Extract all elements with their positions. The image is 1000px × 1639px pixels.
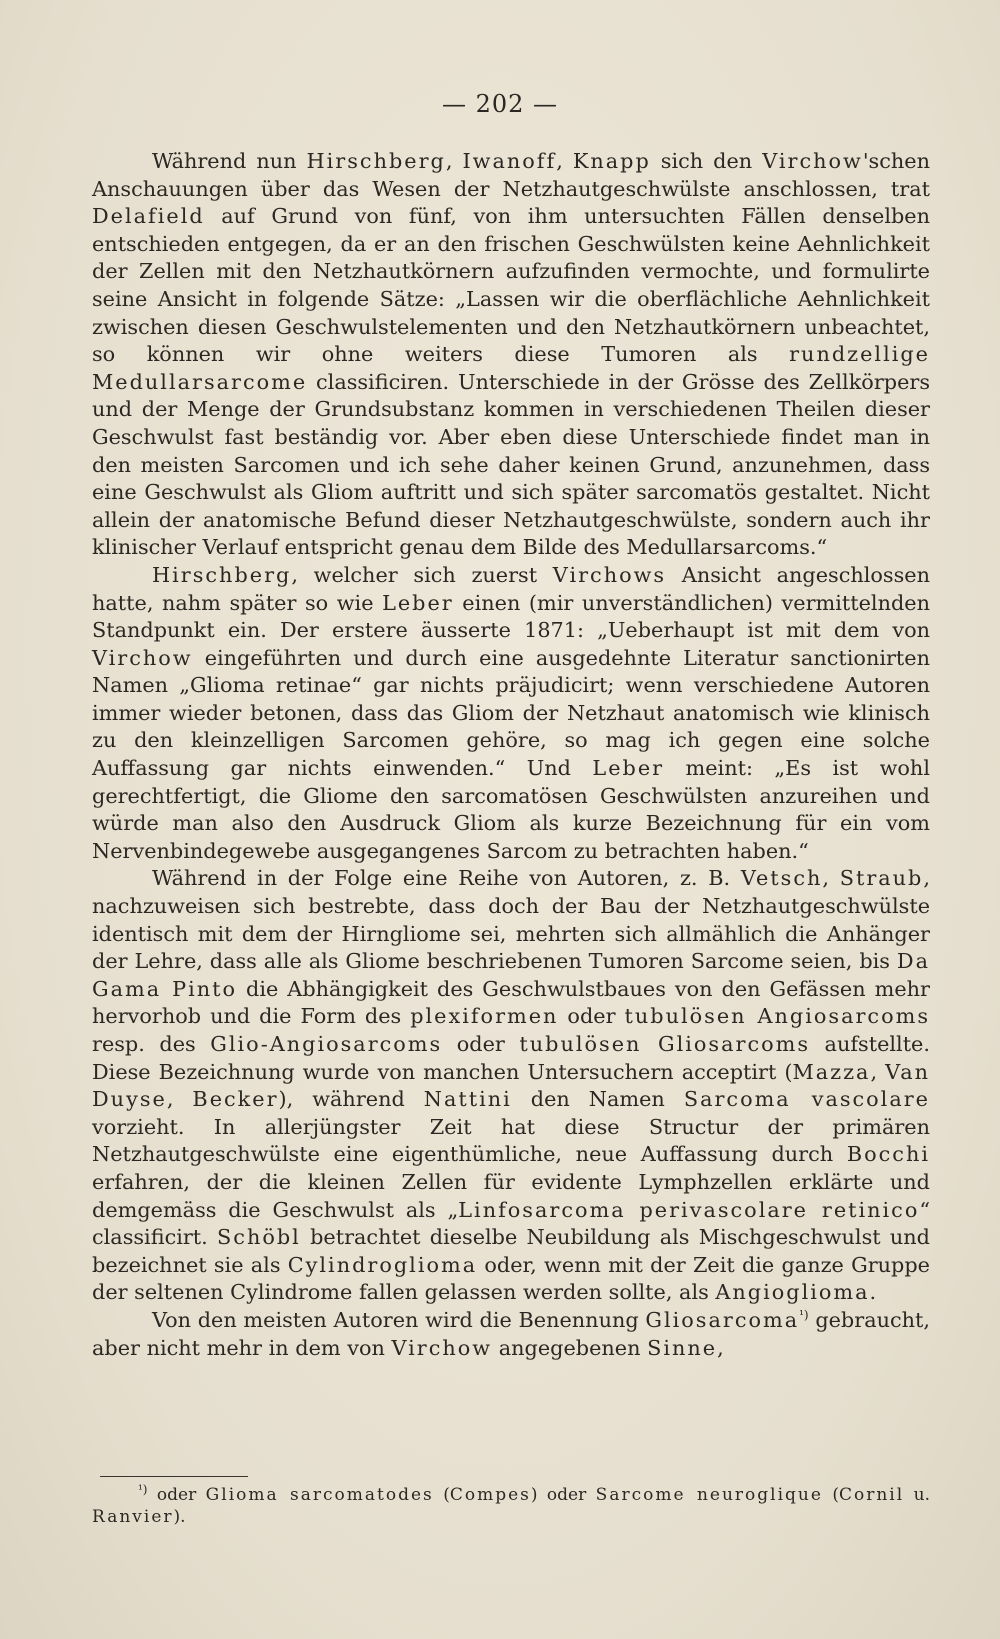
text-run: eingeführten und durch eine ausgedehnte Literatur sanctionirten Namen „Glioma retinae“ gar nichts präjudicirt; wenn verschiedene Autoren immer wieder betonen, dass das Gliom der Netzhaut anatomisch wie klinisch zu den kleinzelligen Sarcomen gehöre, so mag ich gegen eine solche Auffassung gar nichts einwenden.“ Und [92,645,930,781]
text-run: , [717,1335,724,1360]
spaced-name: Leber [592,756,665,781]
text-run: , [822,866,840,891]
text-run: classificiren. Unterschiede in der Grösse des Zellkörpers und der Menge der Grundsubstanz kommen in verschiedenen Theilen dieser Geschwulst fast beständig vor. Aber eben diese Unterschiede findet man in den meisten Sarcomen und ich sehe daher keinen Grund, anzunehmen, dass eine Geschwulst als Gliom auftritt und sich später sarcomatös gestaltet. Nicht allein der anatomische Befund dieser Netzhautgeschwülste, sondern auch ihr klinischer Verlauf entspricht genau dem Bilde des Medullarsarcoms.“ [92,369,930,560]
text-run: oder [442,1032,520,1056]
spaced-name: Virchow [762,149,863,173]
spaced-name: Virchows [552,562,667,587]
footnote-text [92,1484,930,1528]
footnote-marker: ¹) [138,1482,148,1497]
paragraph-1 [92,148,930,562]
spaced-name: Straub [839,866,924,891]
spaced-name: Becker [192,1087,279,1112]
footnote-marker: ¹) [799,1308,809,1323]
spaced-name: Nattini [423,1087,512,1112]
spaced-name: Delafield [92,204,205,229]
text-run: aufstellte. Diese Bezeichnung wurde von manchen Untersuchern acceptirt ( [92,1032,930,1084]
spaced-name: Van Duyse [92,1059,930,1112]
spaced-name: Virchow [391,1335,493,1360]
spaced-name: Linfosarcoma perivascolare retinico [458,1197,920,1222]
spaced-name: Hirschberg [306,149,446,173]
spaced-name: tubulösen Gliosarcoms [519,1032,810,1056]
text-run: , nachzuweisen sich bestrebte, dass doch der Bau der Netzhautgeschwülste identisch mit dem der Hirngliome sei, mehrten sich allmählich die Anhänger der Lehre, dass alle als Gliome beschriebenen Tumoren Sarcome seien, bis [92,866,930,974]
spaced-name: Leber [382,590,454,615]
text-run: ), während [278,1087,424,1112]
spaced-name: plexiformen [410,1004,559,1029]
footnote-rule [100,1476,248,1477]
paragraph-4 [92,1307,930,1362]
text-run: ) oder [530,1485,596,1505]
spaced-name: Hirschberg [152,562,292,587]
spaced-name: Virchow [92,645,193,670]
text-run: Ansicht angeschlossen hatte, nahm später so wie [92,562,930,615]
text-run: , [870,1059,886,1084]
text-run: auf Grund von fünf, von ihm untersuchten Fällen denselben entschieden entgegen, da er an den frischen Geschwülsten keine Aehnlichkeit der Zellen mit den Netzhautkörnern aufzufinden vermochte, und formulirte seine Ansicht in folgende Sätze: „Lassen wir die oberflächliche Aehnlichkeit zwischen diesen Geschwulstelementen und den Netzhautkörnern unbeachtet, so können wir ohne weiters diese Tumoren als [92,204,930,367]
text-run: angegebenen [492,1335,648,1360]
text-run: gebraucht, aber nicht mehr in dem von [92,1307,930,1360]
spaced-name: Ranvier [92,1507,174,1527]
paragraph-2 [92,562,930,866]
spaced-name: Sarcome neuroglique [595,1485,823,1505]
text-run: , [556,149,573,173]
text-run: Während nun [152,149,307,173]
spaced-name: Knapp [572,149,651,173]
text-run: , [445,149,463,173]
text-run: , [166,1087,193,1112]
spaced-name: Schöbl [217,1225,301,1250]
spaced-name: Glioma sarcomatodes [205,1485,434,1505]
spaced-name: tubulösen Angiosarcoms [624,1004,930,1029]
spaced-name: rundzellige Medullarsarcome [92,342,930,394]
text-run: oder [147,1485,206,1505]
text-run: , welcher sich zuerst [291,562,553,587]
spaced-name: Vetsch [740,866,823,891]
text-run: u. [904,1485,930,1505]
spaced-name: Cylindroglioma [287,1252,478,1277]
footnote [92,1484,930,1528]
text-run: resp. des [92,1032,211,1056]
text-run: vorzieht. In allerjüngster Zeit hat diese Structur der primären Netzhautgeschwülste eine eigenthümliche, neue Auffassung durch [92,1114,930,1167]
text-run: “ classificirt. [92,1197,930,1250]
text-run: Während in der Folge eine Reihe von Autoren, z. B. [152,866,741,891]
spaced-name: Angioglioma [715,1280,870,1305]
spaced-name: Iwanoff [462,149,557,173]
text-run: erfahren, der die kleinen Zellen für evidente Lymphzellen erklärte und demgemäss die Geschwulst als „ [92,1169,930,1222]
text-run: einen (mir unverständlichen) vermittelnden Standpunkt ein. Der erstere äusserte 1871: „Ueberhaupt ist mit dem von [92,590,930,643]
text-run: ( [433,1485,450,1505]
text-run: oder, wenn mit der Zeit die ganze Gruppe der seltenen Cylindrome fallen gelassen werden sollte, als [92,1252,930,1305]
paragraph-3 [92,865,930,1307]
spaced-name: Glio-Angiosarcoms [210,1032,443,1056]
spaced-name: Cornil [838,1485,905,1505]
text-run: 'schen Anschauungen über das Wesen der Netzhautgeschwülste anschlossen, trat [92,149,930,201]
text-run: . [869,1280,877,1305]
spaced-name: Mazza [792,1059,871,1084]
text-run: den Namen [511,1087,684,1112]
spaced-name: Compes [449,1485,531,1505]
text-run: betrachtet dieselbe Neubildung als Mischgeschwulst und bezeichnet sie als [92,1225,930,1277]
text-run: Von den meisten Autoren wird die Benennung [152,1307,646,1332]
spaced-name: Da Gama Pinto [92,949,930,1001]
text-run: die Abhängigkeit des Geschwulstbaues von den Gefässen mehr hervorhob und die Form des [92,976,930,1029]
page-number: — 202 — [441,90,559,118]
text-run: ( [822,1485,839,1505]
spaced-name: Sarcoma vascolare [683,1087,930,1112]
spaced-name: Sinne [647,1335,718,1360]
text-run: meint: „Es ist wohl gerechtfertigt, die Gliome den sarcomatösen Geschwülsten anzureihen und würde man also den Ausdruck Gliom als kurze Bezeichnung für ein vom Nervenbindegewebe ausgegangenes Sarcom zu betrachten haben.“ [92,756,930,863]
text-run: oder [558,1004,625,1029]
spaced-name: Gliosarcoma [645,1307,800,1332]
spaced-name: Bocchi [846,1142,930,1167]
body-text [92,148,930,1362]
text-run: ). [173,1507,186,1527]
text-run: sich den [650,149,763,173]
